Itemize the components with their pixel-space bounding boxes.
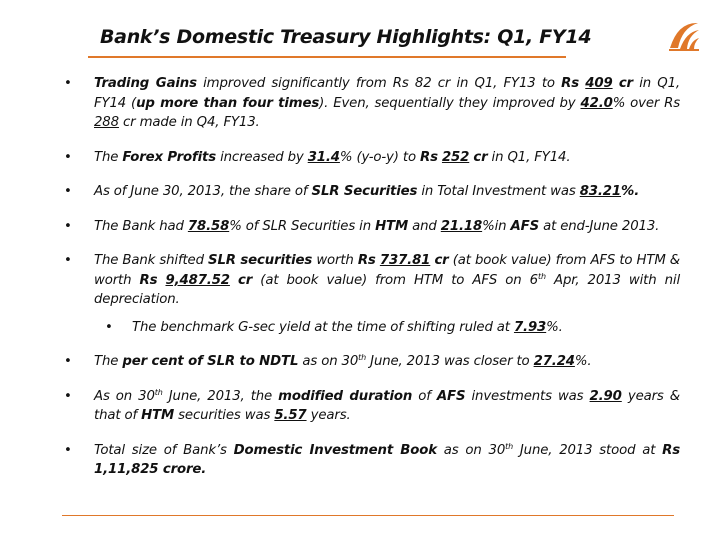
text-segment: (at book value) from AFS to HTM & worth: [94, 253, 681, 288]
text-segment: SLR securities: [208, 253, 313, 268]
text-segment: The Bank had: [94, 218, 188, 234]
value-highlight: 27.24: [533, 354, 575, 369]
text-segment: per cent of SLR to NDTL: [122, 354, 299, 369]
bullet-dot: •: [105, 319, 113, 335]
text-segment: The: [94, 149, 123, 165]
bullet-forex-profits: [58, 148, 680, 168]
text-segment: cr: [434, 253, 449, 268]
text-segment: Total size of Bank’s: [94, 442, 234, 458]
text-segment: Domestic Investment Book: [233, 442, 437, 458]
value-highlight: 2.90: [589, 388, 622, 404]
footer-divider: [62, 515, 674, 516]
text-segment: June, 2013 was closer to: [366, 354, 534, 369]
value-highlight: 7.93: [513, 319, 547, 335]
text-segment: cr: [473, 149, 488, 165]
text-segment: cr: [618, 76, 633, 91]
bullet-dot: •: [64, 388, 72, 404]
text-segment: As of June 30, 2013, the share of: [94, 184, 312, 199]
text-segment: of: [412, 388, 437, 404]
text-segment: SLR Securities: [311, 184, 418, 199]
text-segment: Rs: [357, 253, 376, 268]
text-segment: Rs: [139, 272, 158, 288]
bullet-dot: •: [64, 149, 72, 165]
text-segment: The: [94, 354, 123, 369]
value-highlight: 83.21: [579, 184, 622, 199]
text-segment: AFS: [436, 388, 466, 404]
bullet-slr-share: [58, 182, 680, 202]
text-segment: Trading Gains: [94, 76, 197, 91]
text-segment: securities was: [174, 408, 275, 423]
bullet-trading-gains: [58, 74, 680, 133]
text-segment: Rs: [420, 149, 438, 165]
bullet-modified-duration: [58, 387, 680, 426]
text-segment: as on 30: [298, 354, 359, 369]
bullet-slr-ndtl: [58, 352, 680, 372]
value-highlight: 737.81: [379, 253, 431, 268]
text-segment: in Q1, FY14 (: [94, 76, 680, 111]
text-segment: th: [154, 387, 163, 397]
text-segment: years & that of: [94, 388, 680, 423]
text-segment: Forex Profits: [122, 149, 217, 165]
bullet-list: [58, 74, 680, 480]
sub-bullet-gsec-yield: [58, 318, 680, 338]
text-segment: (at book value) from HTM to AFS on 6: [252, 272, 538, 288]
text-segment: worth: [312, 253, 358, 268]
bullet-dot: •: [64, 184, 72, 199]
value-highlight: 288: [94, 115, 119, 130]
text-segment: th: [358, 353, 367, 362]
bullet-investment-book: [58, 441, 680, 480]
text-segment: %.: [574, 354, 592, 369]
text-segment: th: [505, 441, 514, 451]
bullet-dot: •: [64, 253, 72, 268]
text-segment: AFS: [510, 218, 540, 234]
text-segment: HTM: [375, 218, 409, 234]
text-segment: in Total Investment was: [417, 184, 580, 199]
text-segment: %in: [482, 218, 511, 234]
value-highlight: 42.0: [580, 95, 613, 111]
value-highlight: 31.4: [307, 149, 340, 165]
text-segment: ). Even, sequentially they improved by: [319, 95, 581, 111]
text-segment: improved significantly from Rs 82 cr in Q1, FY13 to: [196, 76, 562, 91]
text-segment: as on 30: [436, 442, 506, 458]
title-underline: [88, 56, 566, 58]
text-segment: Rs: [561, 76, 580, 91]
value-highlight: 5.57: [274, 408, 307, 423]
text-segment: at end-June 2013.: [539, 218, 660, 234]
text-segment: June, 2013, the: [162, 388, 279, 404]
value-highlight: 9,487.52: [165, 272, 230, 288]
bullet-slr-shift: [58, 251, 680, 310]
text-segment: Rs 1,11,825 crore.: [94, 442, 680, 477]
text-segment: cr: [238, 272, 253, 288]
text-segment: %.: [621, 184, 640, 199]
slide-title: Bank’s Domestic Treasury Highlights: Q1, FY14: [100, 26, 592, 48]
value-highlight: 252: [441, 149, 470, 165]
value-highlight: 409: [585, 76, 613, 91]
text-segment: and: [408, 218, 441, 234]
bullet-htm-afs-split: [58, 217, 680, 237]
text-segment: % (y-o-y) to: [339, 149, 421, 165]
text-segment: Apr, 2013 with nil depreciation.: [94, 272, 680, 307]
text-segment: The Bank shifted: [94, 253, 209, 268]
text-segment: th: [537, 271, 546, 281]
text-segment: investments was: [465, 388, 590, 404]
text-segment: cr made in Q4, FY13.: [118, 115, 260, 130]
text-segment: [230, 273, 238, 288]
text-segment: up more than four times: [136, 95, 320, 111]
text-segment: years.: [306, 408, 351, 423]
value-highlight: 78.58: [187, 218, 230, 234]
text-segment: The benchmark G-sec yield at the time of shifting ruled at: [132, 319, 514, 335]
value-highlight: 21.18: [440, 218, 483, 234]
bank-of-baroda-logo-icon: [666, 18, 702, 54]
text-segment: modified duration: [278, 388, 413, 404]
bullet-dot: •: [64, 218, 72, 234]
bullet-dot: •: [64, 354, 72, 369]
bullet-dot: •: [64, 76, 72, 91]
text-segment: in Q1, FY14.: [487, 149, 571, 165]
bullet-dot: •: [64, 442, 72, 458]
text-segment: As on 30: [94, 388, 155, 404]
text-segment: % over Rs: [612, 95, 681, 111]
text-segment: HTM: [141, 408, 175, 423]
text-segment: %.: [546, 319, 563, 335]
text-segment: June, 2013 stood at: [513, 442, 663, 458]
text-segment: % of SLR Securities in: [229, 218, 376, 234]
text-segment: increased by: [216, 149, 308, 165]
